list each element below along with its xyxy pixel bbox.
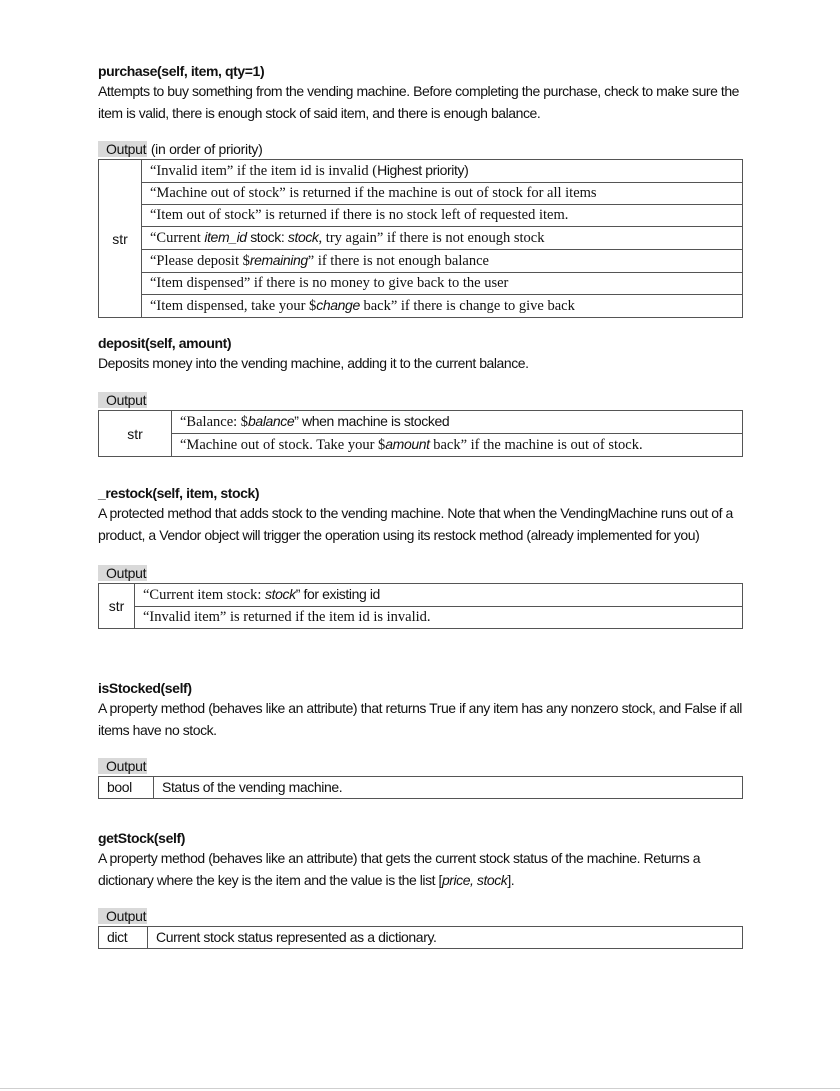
- output-type: dict: [99, 927, 148, 949]
- output-value: “Item out of stock” is returned if there is no stock left of requested item.: [142, 205, 743, 227]
- output-text: back” if there is change to give back: [359, 298, 575, 314]
- output-variable: change: [316, 297, 360, 313]
- restock-output-label: [98, 564, 743, 583]
- output-text: “Current: [150, 230, 205, 246]
- description-variable: price, stock: [441, 872, 508, 888]
- output-text: “Machine out of stock. Take your $: [180, 437, 386, 453]
- output-highlight: Output: [98, 758, 147, 774]
- description-text: ].: [507, 872, 515, 888]
- output-value: [142, 227, 743, 250]
- deposit-heading: deposit(self, amount): [98, 335, 232, 351]
- isstocked-section: [98, 679, 743, 829]
- output-note: (in order of priority): [147, 141, 263, 157]
- output-text: ” if there is not enough balance: [307, 253, 489, 269]
- getstock-heading: getStock(self): [98, 830, 185, 846]
- output-value: [172, 411, 743, 434]
- restock-output-table: [98, 583, 743, 629]
- output-value: “Invalid item” is returned if the item id is invalid.: [135, 607, 743, 629]
- table-row: [99, 273, 743, 295]
- deposit-output-label: [98, 391, 743, 410]
- description-text: A property method (behaves like an attribute) that gets the current stock status of the machine. Returns a dictionary where the key is the item and the value is the list [: [98, 850, 701, 888]
- getstock-description: [98, 847, 743, 891]
- output-value: [142, 250, 743, 273]
- table-row: [99, 250, 743, 273]
- output-variable: stock: [265, 586, 296, 602]
- table-row: [99, 227, 743, 250]
- table-row: [99, 160, 743, 183]
- document-content: [98, 62, 743, 949]
- output-variable: amount: [385, 436, 430, 452]
- output-type: str: [99, 411, 172, 457]
- output-text: stock:: [246, 229, 288, 245]
- purchase-description: Attempts to buy something from the vending machine. Before completing the purchase, check to make sure the item is valid, there is enough stock of said item, and there is enough balance.: [98, 83, 740, 121]
- output-value: Current stock status represented as a dictionary.: [148, 927, 743, 949]
- deposit-output-table: [98, 410, 743, 457]
- output-text: back” if the machine is out of stock.: [429, 437, 643, 453]
- table-row: [99, 927, 743, 949]
- table-row: [99, 584, 743, 607]
- table-row: [99, 411, 743, 434]
- output-text: , try again” if there is not enough stock: [318, 230, 545, 246]
- output-text: Highest priority): [377, 162, 469, 178]
- output-text: “Current item stock:: [143, 587, 266, 603]
- table-row: [99, 205, 743, 227]
- output-value: “Machine out of stock” is returned if the machine is out of stock for all items: [142, 183, 743, 205]
- getstock-output-label: [98, 907, 743, 926]
- table-row: [99, 607, 743, 629]
- output-variable: stock: [287, 229, 319, 245]
- page-bottom-divider: [0, 1088, 840, 1089]
- output-value: [135, 584, 743, 607]
- output-value: [142, 160, 743, 183]
- output-highlight: Output: [98, 565, 147, 581]
- output-value: Status of the vending machine.: [154, 777, 743, 799]
- getstock-section: [98, 829, 743, 949]
- output-text: “Please deposit $: [150, 253, 250, 269]
- table-row: [99, 295, 743, 318]
- purchase-heading: purchase(self, item, qty=1): [98, 63, 265, 79]
- purchase-output-table: [98, 159, 743, 318]
- restock-section: [98, 484, 743, 679]
- output-highlight: Output: [98, 908, 147, 924]
- output-text: “Invalid item” if the item id is invalid (: [150, 163, 378, 179]
- output-variable: item_id: [204, 229, 247, 245]
- output-text: “Item dispensed, take your $: [150, 298, 317, 314]
- restock-heading: _restock(self, item, stock): [98, 485, 260, 501]
- table-row: [99, 183, 743, 205]
- output-type: bool: [99, 777, 154, 799]
- output-variable: balance: [248, 413, 295, 429]
- isstocked-output-table: [98, 776, 743, 799]
- output-value: [142, 295, 743, 318]
- isstocked-description: A property method (behaves like an attribute) that returns True if any item has any nonzero stock, and False if all items have no stock.: [98, 700, 742, 738]
- purchase-output-label: [98, 140, 743, 159]
- table-row: [99, 434, 743, 457]
- output-highlight: Output: [98, 392, 147, 408]
- output-value: “Item dispensed” if there is no money to give back to the user: [142, 273, 743, 295]
- deposit-description: Deposits money into the vending machine, adding it to the current balance.: [98, 355, 529, 371]
- isstocked-heading: isStocked(self): [98, 680, 192, 696]
- isstocked-output-label: [98, 757, 743, 776]
- output-type: str: [99, 584, 135, 629]
- restock-description: A protected method that adds stock to the vending machine. Note that when the VendingMachine runs out of a product, a Vendor object will trigger the operation using its restock method (already implemented for you): [98, 505, 733, 543]
- getstock-output-table: [98, 926, 743, 949]
- output-text: “Balance: $: [180, 414, 249, 430]
- output-type: str: [99, 160, 142, 318]
- output-text: ” for existing id: [295, 586, 380, 602]
- table-row: [99, 777, 743, 799]
- output-variable: remaining: [249, 252, 308, 268]
- output-highlight: Output: [98, 141, 147, 157]
- output-text: ” when machine is stocked: [294, 413, 450, 429]
- purchase-section: [98, 62, 743, 334]
- deposit-section: [98, 334, 743, 484]
- output-value: [172, 434, 743, 457]
